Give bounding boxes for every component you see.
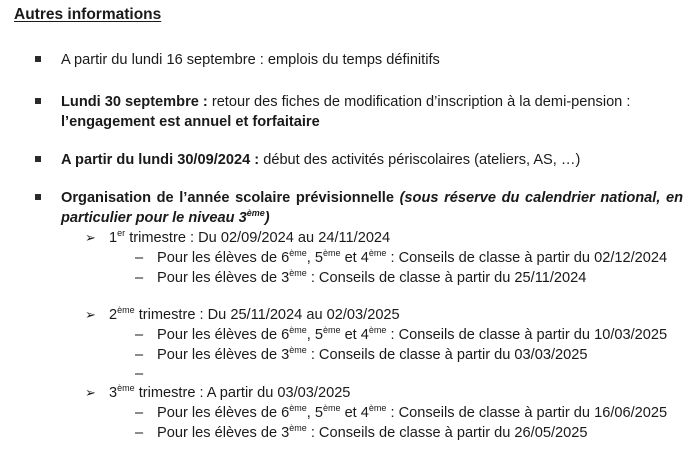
item-text: A partir du lundi 16 septembre : emplois du temps définitifs [61,52,440,68]
arrow-bullet-icon: ➢ [85,385,96,400]
dash-bullet-icon: – [135,270,144,286]
arrow-bullet-icon: ➢ [85,230,96,245]
t2-conseils-3: Pour les élèves de 3ème : Conseils de classe à partir du 03/03/2025 [157,345,588,363]
arrow-bullet-icon: ➢ [85,307,96,322]
item-organisation-annee [61,188,683,228]
item-text: retour des fiches de modification d’inscription à la demi-pension : [207,94,631,110]
item-activites-periscolaires [61,150,683,170]
dash-bullet-icon: – [135,347,144,363]
dash-bullet-icon: – [135,425,144,441]
item-date: Lundi 30 septembre : [61,94,208,110]
item-note: (sous réserve du calendrier national, en particulier pour le niveau 3ème) [61,190,683,226]
square-bullet-icon [35,194,41,200]
t3-conseils-3: Pour les élèves de 3ème : Conseils de classe à partir du 26/05/2025 [157,423,588,441]
section-heading: Autres informations [14,6,162,23]
item-emplois-du-temps [61,50,683,70]
item-text: début des activités périscolaires (ateliers, AS, …) [259,152,581,168]
t1-conseils-6-5-4: Pour les élèves de 6ème, 5ème et 4ème : Conseils de classe à partir du 02/12/2024 [157,248,668,266]
square-bullet-icon [35,98,41,104]
t1-conseils-3: Pour les élèves de 3ème : Conseils de classe à partir du 25/11/2024 [157,268,587,286]
square-bullet-icon [35,156,41,162]
item-title: Organisation de l’année scolaire prévisionnelle [61,190,394,206]
dash-bullet-icon: – [135,405,144,421]
item-date: A partir du lundi 30/09/2024 : [61,152,260,168]
dash-bullet-icon: – [135,327,144,343]
trimestre-2: 2ème trimestre : Du 25/11/2024 au 02/03/2025 [109,305,400,323]
trimestre-1: 1er trimestre : Du 02/09/2024 au 24/11/2024 [109,228,391,246]
dash-bullet-icon: – [135,250,144,266]
square-bullet-icon [35,56,41,62]
item-fiches-demi-pension [61,92,683,132]
trimestre-3: 3ème trimestre : A partir du 03/03/2025 [109,383,351,401]
item-emphasis: l’engagement est annuel et forfaitaire [61,114,320,130]
t2-conseils-6-5-4: Pour les élèves de 6ème, 5ème et 4ème : Conseils de classe à partir du 10/03/2025 [157,325,668,343]
t3-conseils-6-5-4: Pour les élèves de 6ème, 5ème et 4ème : Conseils de classe à partir du 16/06/2025 [157,403,668,421]
dash-bullet-icon: – [135,366,144,382]
